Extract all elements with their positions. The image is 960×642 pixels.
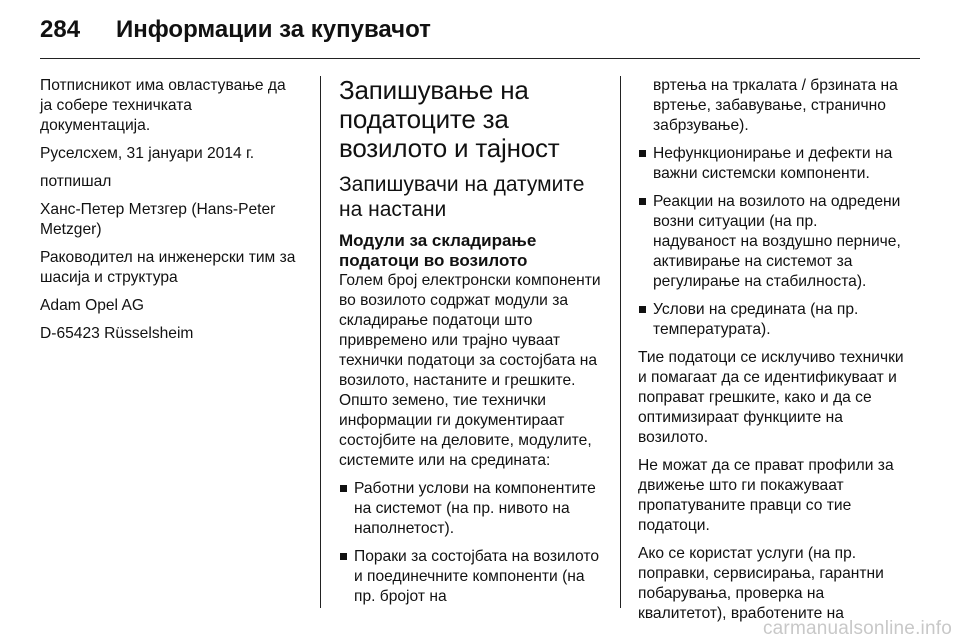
list-item: Услови на средината (на пр. температурата). <box>638 300 904 340</box>
column-2 <box>339 76 605 615</box>
paragraph: Голем број електронски компоненти во возилото содржат модули за складирање податоци што привремено или трајно чуваат технички податоци за состојбата на возилото, настаните и грешките. Општо земено, тие технички информации ги документираат состојбите на деловите, модулите, системите или на средината: <box>339 272 601 469</box>
paragraph: Тие податоци се исклучиво технички и помагаат да се идентификуваат и поправат грешките, како и да се оптимизираат функциите на возилото. <box>638 349 904 446</box>
paragraph: Не можат да се прават профили за движење што ги покажуваат пропатуваните правци со тие податоци. <box>638 457 894 534</box>
list-item: Нефункционирање и дефекти на важни системски компоненти. <box>638 144 904 184</box>
paragraph: Adam Opel AG <box>40 297 145 314</box>
paragraph: D-65423 Rüsselsheim <box>40 325 194 342</box>
topic-heading: Модули за складирање податоци во возилото <box>339 231 537 270</box>
subsection-heading: Запишувачи на датумите на настани <box>339 173 585 221</box>
paragraph: Ханс-Петер Метзгер (Hans-Peter Metzger) <box>40 201 276 238</box>
paragraph: Ако се користат услуги (на пр. поправки, сервисирања, гарантни побарувања, проверка на квалитетот), вработените на <box>638 545 884 622</box>
paragraph: Руселсхем, 31 јануари 2014 г. <box>40 145 255 162</box>
page-number: 284 <box>40 16 81 43</box>
header-divider <box>40 58 920 59</box>
section-heading: Запишување на податоците за возилото и тајност <box>339 75 560 163</box>
bullet-list <box>638 144 904 340</box>
paragraph: Раководител на инженерски тим за шасија и структура <box>40 249 296 286</box>
bullet-list <box>339 479 605 607</box>
column-divider <box>620 76 621 608</box>
column-1 <box>40 76 302 352</box>
paragraph: потпишал <box>40 173 112 190</box>
column-3 <box>638 76 904 632</box>
list-item: Работни услови на компонентите на системот (на пр. нивото на наполнетост). <box>339 479 605 539</box>
paragraph-continuation: вртења на тркалата / брзината на вртење, забавување, странично забрзување). <box>653 77 898 134</box>
list-item: Пораки за состојбата на возилото и поединечните компоненти (на пр. бројот на <box>339 547 605 607</box>
page-header <box>40 10 920 60</box>
list-item: Реакции на возилото на одредени возни ситуации (на пр. надуваност на воздушно перниче, активирање на системот за регулирање на стабилноста). <box>638 192 904 292</box>
column-divider <box>320 76 321 608</box>
page-title: Информации за купувачот <box>116 16 431 43</box>
watermark: carmanualsonline.info <box>762 618 952 639</box>
paragraph: Потписникот има овластување да ја собере техничката документација. <box>40 77 286 134</box>
